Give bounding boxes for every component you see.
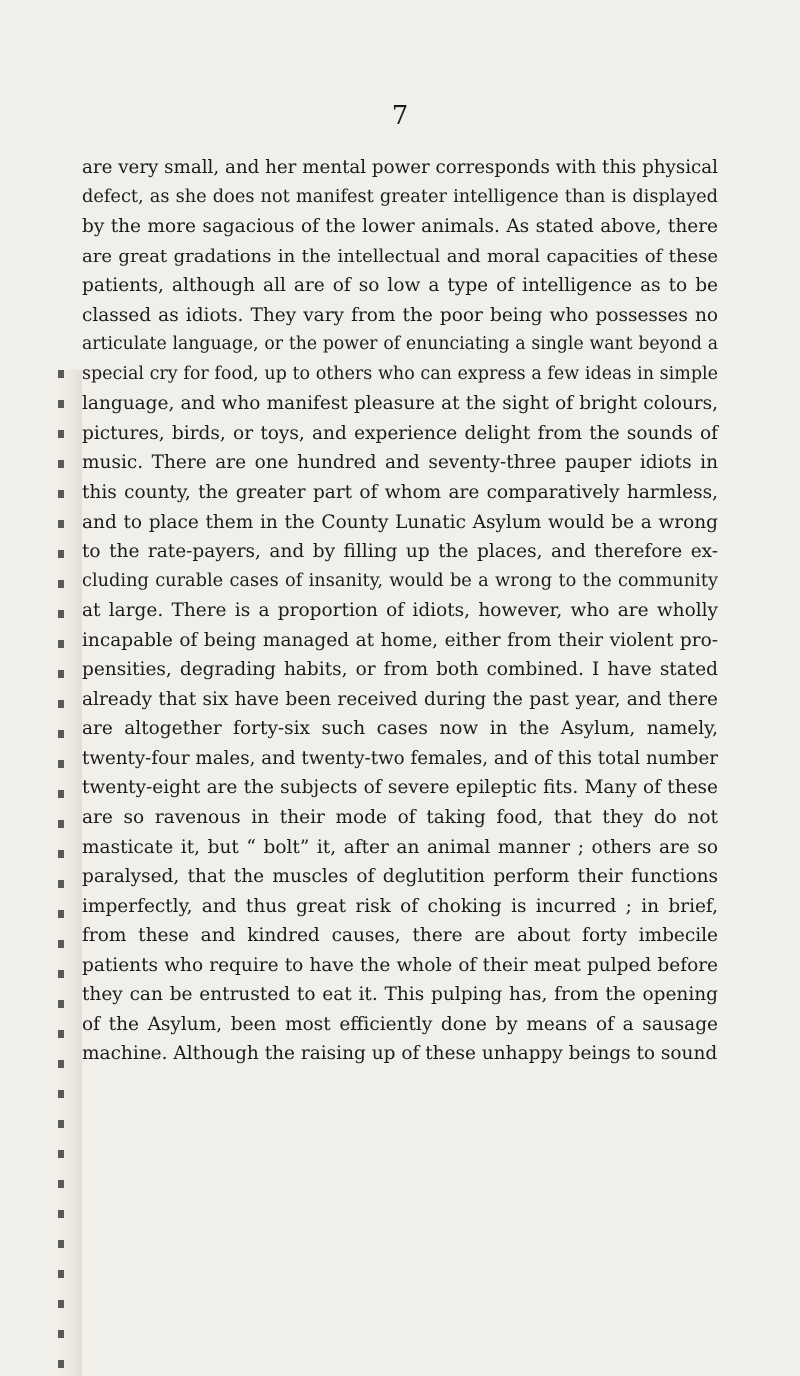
text-line: are great gradations in the intellectual and moral capacities of these xyxy=(82,245,718,267)
text-line: to the rate-payers, and by filling up the places, and therefore ex- xyxy=(82,541,718,563)
text-line: defect, as she does not manifest greater intelligence than is displayed xyxy=(82,186,718,207)
body-text xyxy=(82,153,718,1069)
text-line: are very small, and her mental power corresponds with this physical xyxy=(82,157,718,178)
text-line: paralysed, that the muscles of deglutition perform their functions xyxy=(82,866,718,888)
text-line: classed as idiots. They vary from the poor being who possesses no xyxy=(82,304,718,326)
text-line: patients, although all are of so low a type of intelligence as to be xyxy=(82,275,718,297)
text-line: patients who require to have the whole of their meat pulped before xyxy=(82,954,718,976)
text-line: already that six have been received during the past year, and there xyxy=(82,688,718,710)
text-line: this county, the greater part of whom are comparatively harmless, xyxy=(82,482,718,504)
text-line: pensities, degrading habits, or from both combined. I have stated xyxy=(82,659,718,681)
text-line: are so ravenous in their mode of taking food, that they do not xyxy=(82,807,718,829)
text-line: language, and who manifest pleasure at the sight of bright colours, xyxy=(82,393,718,415)
text-line: incapable of being managed at home, either from their violent pro- xyxy=(82,629,718,651)
text-line: cluding curable cases of insanity, would be a wrong to the community xyxy=(82,570,718,591)
text-line: twenty-eight are the subjects of severe epileptic fits. Many of these xyxy=(82,777,718,799)
text-line: are altogether forty-six such cases now in the Asylum, namely, xyxy=(82,718,718,740)
text-line: of the Asylum, been most efficiently done by means of a sausage xyxy=(82,1013,718,1035)
binding-edge xyxy=(58,370,64,1376)
text-line: special cry for food, up to others who can express a few ideas in simple xyxy=(82,363,718,384)
text-line: twenty-four males, and twenty-two females, and of this total number xyxy=(82,747,718,769)
page-number: 7 xyxy=(391,101,409,131)
text-line: they can be entrusted to eat it. This pulping has, from the opening xyxy=(82,984,718,1006)
text-line: from these and kindred causes, there are about forty imbecile xyxy=(82,925,718,947)
text-line: music. There are one hundred and seventy-three pauper idiots in xyxy=(82,452,718,474)
text-line: pictures, birds, or toys, and experience delight from the sounds of xyxy=(82,422,718,444)
text-line: masticate it, but “ bolt” it, after an animal manner ; others are so xyxy=(82,836,718,858)
page-gutter-shadow xyxy=(0,370,82,1376)
text-line: at large. There is a proportion of idiots, however, who are wholly xyxy=(82,600,718,622)
text-line: and to place them in the County Lunatic Asylum would be a wrong xyxy=(82,511,718,533)
text-line: imperfectly, and thus great risk of choking is incurred ; in brief, xyxy=(82,895,718,917)
text-line: articulate language, or the power of enunciating a single want beyond a xyxy=(82,334,718,355)
text-line: by the more sagacious of the lower animals. As stated above, there xyxy=(82,216,718,238)
text-line: machine. Although the raising up of these unhappy beings to sound xyxy=(82,1043,718,1065)
